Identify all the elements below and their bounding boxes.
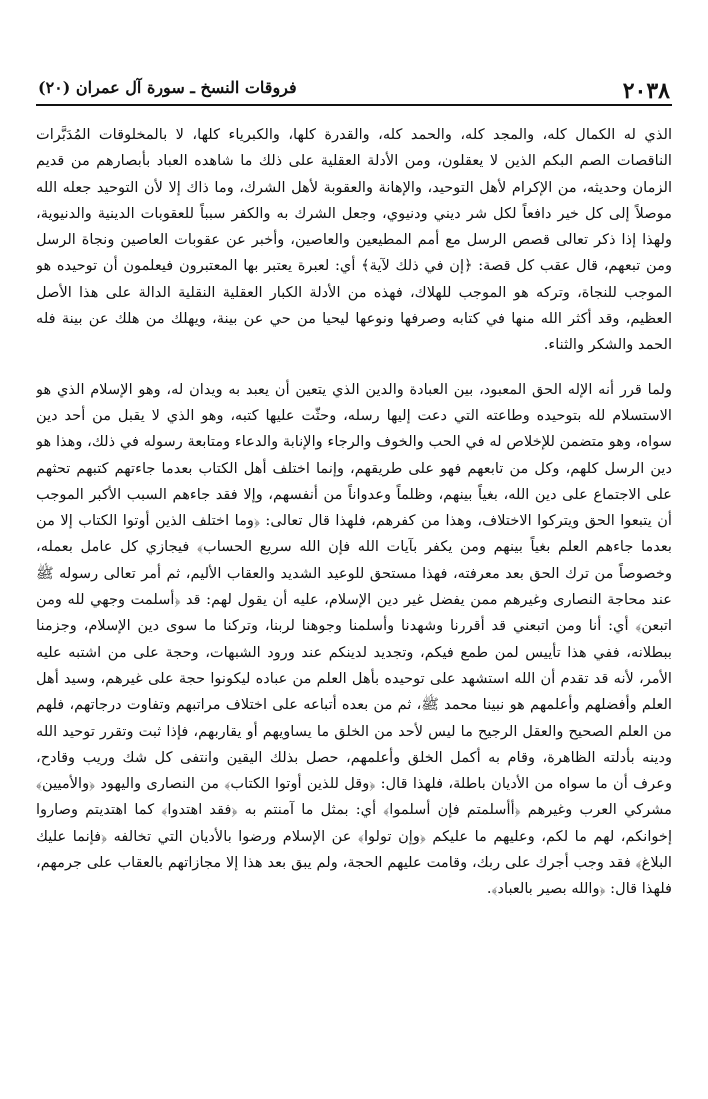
page-header: [36, 70, 672, 106]
running-title: فروقات النسخ ـ سورة آل عمران (٢٠): [38, 78, 297, 97]
page-number: ٢٠٣٨: [622, 78, 670, 104]
paragraph-2: ولما قرر أنه الإله الحق المعبود، بين العبادة والدين الذي يتعين أن يعبد به ويدان له، وهو الإسلام الذي هو الاستسلام لله بتوحيده وطاعته التي دعت إليها رسله، وحثّت عليها كتبه، وهو الذي لا يقبل من أحد دين سواه، وهو متضمن للإخلاص له في الحب والخوف والرجاء والإنابة والدعاء ومتابعة رسوله في ذلك، وهذا هو دين الرسل كلهم، وكل من تابعهم فهو على طريقهم، وإنما اختلف أهل الكتاب بعدما جاءتهم كتبهم تحثهم على الاجتماع على دين الله، بغياً بينهم، وظلماً وعدواناً من أنفسهم، وإلا فقد جاءهم السبب الأكبر الموجب أن يتبعوا الحق ويتركوا الاختلاف، وهذا من كفرهم، فلهذا قال تعالى: ﴿وما اختلف الذين أوتوا الكتاب إلا من بعدما جاءهم العلم بغياً بينهم ومن يكفر بآيات الله فإن الله سريع الحساب﴾ فيجازي كل عامل بعمله، وخصوصاً من ترك الحق بعد معرفته، فهذا مستحق للوعيد الشديد والعقاب الأليم، ثم أمر تعالى رسوله ﷺ عند محاجة النصارى وغيرهم ممن يفضل غير دين الإسلام، عليه أن يقول لهم: قد ﴿أسلمت وجهي لله ومن اتبعن﴾ أي: أنا ومن اتبعني قد أقررنا وشهدنا وأسلمنا وجوهنا لربنا، وتركنا ما سوى دين الإسلام، وجزمنا ببطلانه، ففي هذا تأييس لمن طمع فيكم، وتجديد لدينكم عند ورود الشبهات، وحجة على من اشتبه عليه الأمر، لأنه قد تقدم أن الله استشهد على توحيده بأهل العلم من عباده ليكونوا حجة على غيرهم، وسيد أهل العلم وأفضلهم وأعلمهم هو نبينا محمد ﷺ، ثم من بعده أتباعه على اختلاف مراتبهم وتفاوت درجاتهم، فلهم من العلم الصحيح والعقل الرجيح ما ليس لأحد من الخلق ما يساويهم أو يقاربهم، فإذا ثبت وتقرر توحيد الله ودينه بأدلته الظاهرة، وقام به أكمل الخلق وأعلمهم، حصل بذلك اليقين وانتفى كل شك وريب وقادح، وعرف أن ما سواه من الأديان باطلة، فلهذا قال: ﴿وقل للذين أوتوا الكتاب﴾ من النصارى واليهود ﴿والأميين﴾ مشركي العرب وغيرهم ﴿أأسلمتم فإن أسلموا﴾ أي: بمثل ما آمنتم به ﴿فقد اهتدوا﴾ كما اهتديتم وصاروا إخوانكم، لهم ما لكم، وعليهم ما عليكم ﴿وإن تولوا﴾ عن الإسلام ورضوا بالأديان التي تخالفه ﴿فإنما عليك البلاغ﴾ فقد وجب أجرك على ربك، وقامت عليهم الحجة، ولم يبق بعد هذا إلا مجازاتهم بالعقاب على جرمهم، فلهذا قال: ﴿والله بصير بالعباد﴾.: [36, 380, 672, 898]
page-body: [36, 122, 672, 1070]
paragraph-1: الذي له الكمال كله، والمجد كله، والحمد كله، والقدرة كلها، والكبرياء كلها، لا بالمخلوقات المُدَبَّرات الناقصات الصم البكم الذين لا يعقلون، ومن الأدلة العقلية على ذلك ما شاهده العباد بأبصارهم من قديم الزمان وحديثه، من الإكرام لأهل التوحيد، والإهانة والعقوبة لأهل الشرك، وما ذاك إلا لأن التوحيد جعله الله موصلاً إلى كل خير دافعاً لكل شر ديني ودنيوي، وجعل الشرك به والكفر سبباً للعقوبات الدينية والدنيوية، ولهذا إذا ذكر تعالى قصص الرسل مع أمم المطيعين والعاصين، وأخبر عن عقوبات العاصين ونجاة الرسل ومن تبعهم، قال عقب كل قصة: ﴿إن في ذلك لآية﴾ أي: لعبرة يعتبر بها المعتبرون فيعلمون أن توحيده هو الموجب للنجاة، وتركه هو الموجب للهلاك، فهذه من الأدلة الكبار العقلية النقلية الدالة على هذا الأصل العظيم، وقد أكثر الله منها في كتابه وصرفها ونوعها ليحيا من حي عن بينة، ويهلك من هلك عن بينة فله الحمد والشكر والثناء.: [36, 126, 672, 354]
